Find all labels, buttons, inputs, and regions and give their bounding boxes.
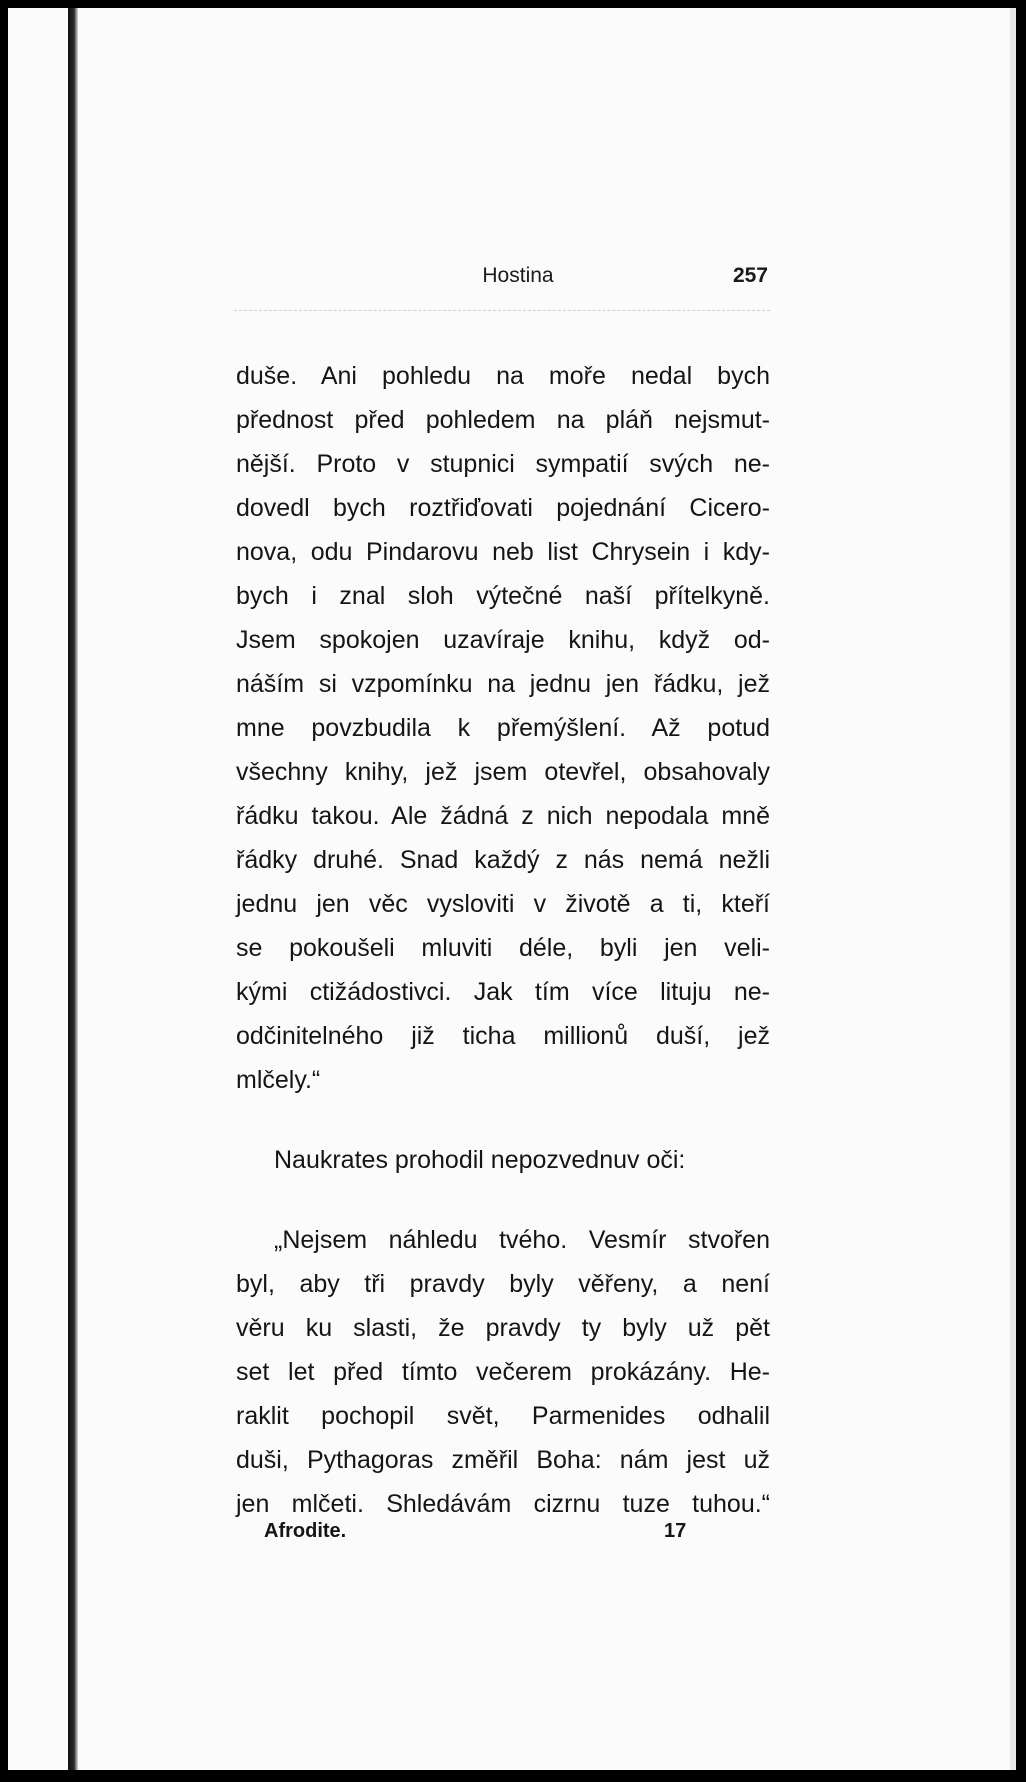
paragraph-gap [236,1102,770,1138]
text-line: Naukrates prohodil nepozvednuv oči: [274,1146,686,1174]
sheet-number: 17 [664,1520,687,1542]
text-line: všechny knihy, jež jsem otevřel, obsahovaly [236,758,770,786]
text-line: set let před tímto večerem prokázány. He- [236,1358,770,1386]
text-line: duši, Pythagoras změřil Boha: nám jest už [236,1446,770,1474]
body-text [236,354,770,1526]
text-line: „Nejsem náhledu tvého. Vesmír stvořen [274,1226,770,1254]
paragraph [236,1218,770,1526]
text-line: náším si vzpomínku na jednu jen řádku, jež [236,670,770,698]
paragraph-gap [236,1182,770,1218]
binding-gutter [68,8,78,1770]
header-rule [234,310,770,311]
text-line: se pokoušeli mluviti déle, byli jen veli- [236,934,770,962]
paragraph [236,354,770,1102]
text-line: řádku takou. Ale žádná z nich nepodala mně [236,802,770,830]
text-line: Jsem spokojen uzavíraje knihu, když od- [236,626,770,654]
text-line: nova, odu Pindarovu neb list Chrysein i kdy- [236,538,770,566]
text-line: přednost před pohledem na pláň nejsmut- [236,406,770,434]
running-head-title: Hostina [482,264,554,287]
text-line: jednu jen věc vysloviti v životě a ti, kteří [236,890,770,918]
text-line: mne povzbudila k přemýšlení. Až potud [236,714,770,742]
text-line: jen mlčeti. Shledávám cizrnu tuze tuhou.“ [236,1490,770,1518]
text-line: duše. Ani pohledu na moře nedal bych [236,362,770,390]
paragraph [236,1138,770,1182]
text-line: byl, aby tři pravdy byly věřeny, a není [236,1270,770,1298]
page-number: 257 [732,264,768,287]
book-page [8,8,1016,1770]
text-line: bych i znal sloh výtečné naší přítelkyně. [236,582,770,610]
text-line: mlčely.“ [236,1066,321,1094]
text-line: věru ku slasti, že pravdy ty byly už pět [236,1314,770,1342]
page-edge [1010,8,1016,1770]
text-line: kými ctižádostivci. Jak tím více lituju ne- [236,978,770,1006]
text-line: řádky druhé. Snad každý z nás nemá nežli [236,846,770,874]
text-line: odčinitelného již ticha millionů duší, jež [236,1022,770,1050]
text-line: nější. Proto v stupnici sympatií svých ne- [236,450,770,478]
text-line: dovedl bych roztřiďovati pojednání Cicero- [236,494,770,522]
signature-mark: Afrodite. [264,1520,347,1542]
text-line: raklit pochopil svět, Parmenides odhalil [236,1402,770,1430]
